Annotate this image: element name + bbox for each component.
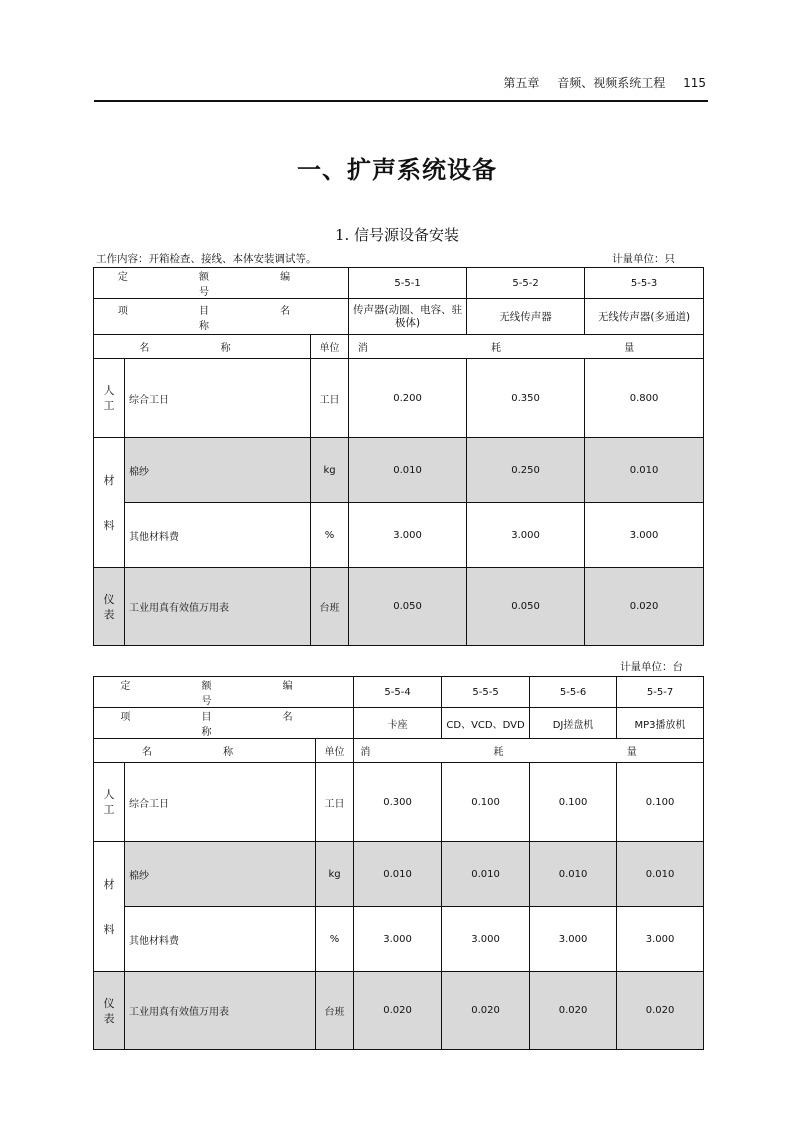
category-material (94, 842, 125, 972)
row-value: 3.000 (354, 907, 442, 972)
running-header (94, 74, 706, 91)
table-row (94, 359, 704, 438)
row-unit: kg (316, 842, 354, 907)
category-instrument: 仪表 (94, 568, 125, 646)
quota-code: 5-5-7 (617, 677, 704, 708)
row-unit: 台班 (316, 972, 354, 1050)
row-name: 棉纱 (125, 842, 316, 907)
category-material-char: 材 (103, 877, 115, 891)
quota-label: 定 额 编 号 (94, 268, 349, 299)
row-value: 3.000 (617, 907, 704, 972)
item-name: 传声器(动圈、电容、驻极体) (349, 299, 467, 335)
item-name-row (94, 708, 704, 739)
row-name: 综合工日 (125, 763, 316, 842)
item-name-row (94, 299, 704, 335)
column-header-row (94, 739, 704, 763)
table-row (94, 972, 704, 1050)
category-labor: 人工 (94, 359, 125, 438)
table-row (94, 568, 704, 646)
table-row (94, 503, 704, 568)
item-name: DJ搓盘机 (530, 708, 617, 739)
quota-code: 5-5-4 (354, 677, 442, 708)
category-material-char: 材 (103, 473, 115, 487)
category-material-char: 料 (103, 922, 115, 936)
category-material (94, 438, 125, 568)
row-value: 3.000 (349, 503, 467, 568)
unit-note-1: 计量单位：只 (612, 253, 675, 265)
row-value: 0.350 (467, 359, 585, 438)
table-row (94, 842, 704, 907)
quota-code-row (94, 677, 704, 708)
header-rule (94, 100, 708, 102)
row-value: 0.010 (349, 438, 467, 503)
quota-label: 定 额 编 号 (94, 677, 354, 708)
row-unit: 工日 (316, 763, 354, 842)
row-value: 0.200 (349, 359, 467, 438)
row-unit: 台班 (311, 568, 349, 646)
row-name: 综合工日 (125, 359, 311, 438)
item-name: 无线传声器(多通道) (585, 299, 704, 335)
row-value: 0.010 (530, 842, 617, 907)
row-value: 0.020 (585, 568, 704, 646)
row-name: 工业用真有效值万用表 (125, 568, 311, 646)
row-unit: 工日 (311, 359, 349, 438)
item-name: MP3播放机 (617, 708, 704, 739)
category-labor: 人工 (94, 763, 125, 842)
row-value: 0.020 (617, 972, 704, 1050)
row-unit: % (316, 907, 354, 972)
row-value: 0.010 (442, 842, 530, 907)
row-value: 0.800 (585, 359, 704, 438)
row-value: 0.100 (442, 763, 530, 842)
row-name: 其他材料费 (125, 907, 316, 972)
item-name: 无线传声器 (467, 299, 585, 335)
row-value: 0.020 (530, 972, 617, 1050)
quota-code: 5-5-2 (467, 268, 585, 299)
chapter-title: 音频、视频系统工程 (557, 76, 666, 90)
row-name: 棉纱 (125, 438, 311, 503)
row-value: 3.000 (530, 907, 617, 972)
chapter-number: 第五章 (503, 76, 540, 90)
quota-table-2 (93, 676, 704, 1050)
unit-label: 单位 (311, 335, 349, 359)
category-material-char: 料 (103, 518, 115, 532)
table-row (94, 907, 704, 972)
row-unit: % (311, 503, 349, 568)
row-value: 0.020 (442, 972, 530, 1050)
section-title: 一、扩声系统设备 (297, 155, 497, 184)
row-value: 0.250 (467, 438, 585, 503)
quota-code: 5-5-5 (442, 677, 530, 708)
row-value: 0.010 (617, 842, 704, 907)
quota-code: 5-5-1 (349, 268, 467, 299)
row-unit: kg (311, 438, 349, 503)
work-content: 工作内容：开箱检查、接线、本体安装调试等。 (96, 253, 317, 265)
row-value: 0.010 (585, 438, 704, 503)
subsection-title: 1. 信号源设备安装 (334, 226, 460, 244)
row-name: 其他材料费 (125, 503, 311, 568)
item-label: 项 目 名 称 (94, 299, 349, 335)
row-value: 0.010 (354, 842, 442, 907)
quota-code-row (94, 268, 704, 299)
row-value: 0.100 (617, 763, 704, 842)
unit-label: 单位 (316, 739, 354, 763)
name-label: 名 称 (94, 739, 316, 763)
page-number: 115 (683, 76, 706, 90)
unit-note-2: 计量单位：台 (620, 661, 683, 673)
row-value: 0.050 (467, 568, 585, 646)
row-value: 0.300 (354, 763, 442, 842)
category-instrument: 仪表 (94, 972, 125, 1050)
quota-code: 5-5-6 (530, 677, 617, 708)
row-value: 3.000 (585, 503, 704, 568)
consumption-label: 消 耗 量 (354, 739, 704, 763)
row-value: 0.050 (349, 568, 467, 646)
quota-table-1 (93, 267, 704, 646)
row-value: 0.020 (354, 972, 442, 1050)
row-name: 工业用真有效值万用表 (125, 972, 316, 1050)
consumption-label: 消 耗 量 (349, 335, 704, 359)
item-name: 卡座 (354, 708, 442, 739)
table-row (94, 763, 704, 842)
row-value: 3.000 (442, 907, 530, 972)
item-name: CD、VCD、DVD (442, 708, 530, 739)
row-value: 3.000 (467, 503, 585, 568)
name-label: 名 称 (94, 335, 311, 359)
row-value: 0.100 (530, 763, 617, 842)
table-row (94, 438, 704, 503)
column-header-row (94, 335, 704, 359)
quota-code: 5-5-3 (585, 268, 704, 299)
item-label: 项 目 名 称 (94, 708, 354, 739)
